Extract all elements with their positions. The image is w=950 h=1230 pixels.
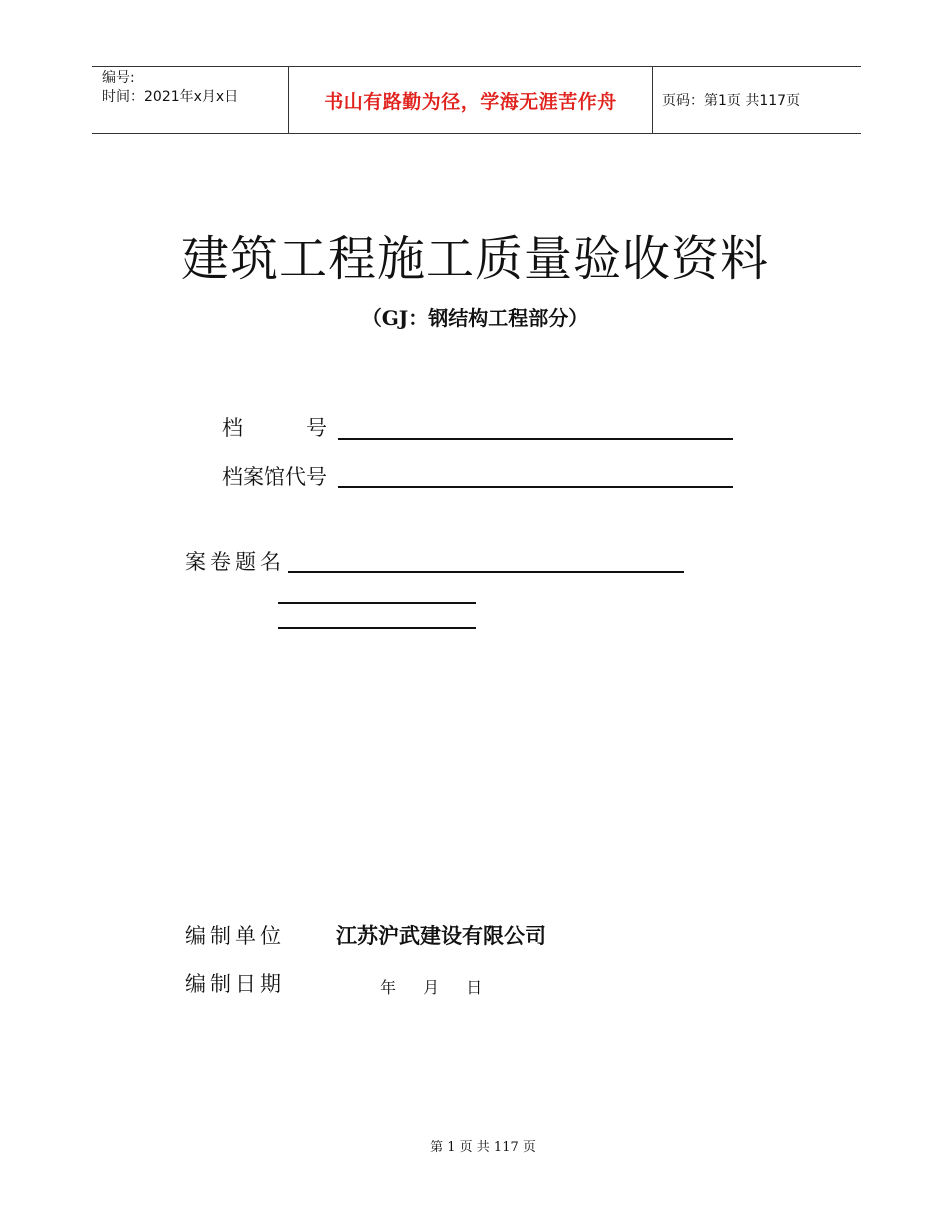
header-motto-cell xyxy=(288,67,653,133)
volume-title-line-1 xyxy=(288,571,684,573)
time-label: 时间：2021年x月x日 xyxy=(102,89,239,105)
number-label: 编号: xyxy=(102,70,135,86)
page-info: 页码：第1页 共117页 xyxy=(662,93,801,109)
volume-title-line-2 xyxy=(278,602,476,604)
header-left-cell xyxy=(92,67,288,133)
archive-no-label: 档 号 xyxy=(222,416,327,440)
archive-no-line xyxy=(338,438,733,440)
page-header xyxy=(92,66,861,134)
date-year: 年 xyxy=(380,978,397,997)
compile-date-parts xyxy=(380,975,504,998)
date-day: 日 xyxy=(466,978,483,997)
header-page-cell xyxy=(652,67,861,133)
archive-office-line xyxy=(338,486,733,488)
compile-unit-value: 江苏沪武建设有限公司 xyxy=(336,924,546,948)
compile-unit-label: 编制单位 xyxy=(185,924,285,948)
compile-date-label: 编制日期 xyxy=(185,972,285,996)
volume-title-label: 案卷题名 xyxy=(185,550,285,574)
page-footer: 第 1 页 共 117 页 xyxy=(430,1140,536,1155)
motto-text: 书山有路勤为径，学海无涯苦作舟 xyxy=(324,90,617,113)
archive-office-label: 档案馆代号 xyxy=(222,465,327,489)
date-month: 月 xyxy=(423,978,440,997)
document-subtitle: （GJ：钢结构工程部分） xyxy=(361,306,589,330)
volume-title-line-3 xyxy=(278,627,476,629)
document-title: 建筑工程施工质量验收资料 xyxy=(180,231,769,287)
